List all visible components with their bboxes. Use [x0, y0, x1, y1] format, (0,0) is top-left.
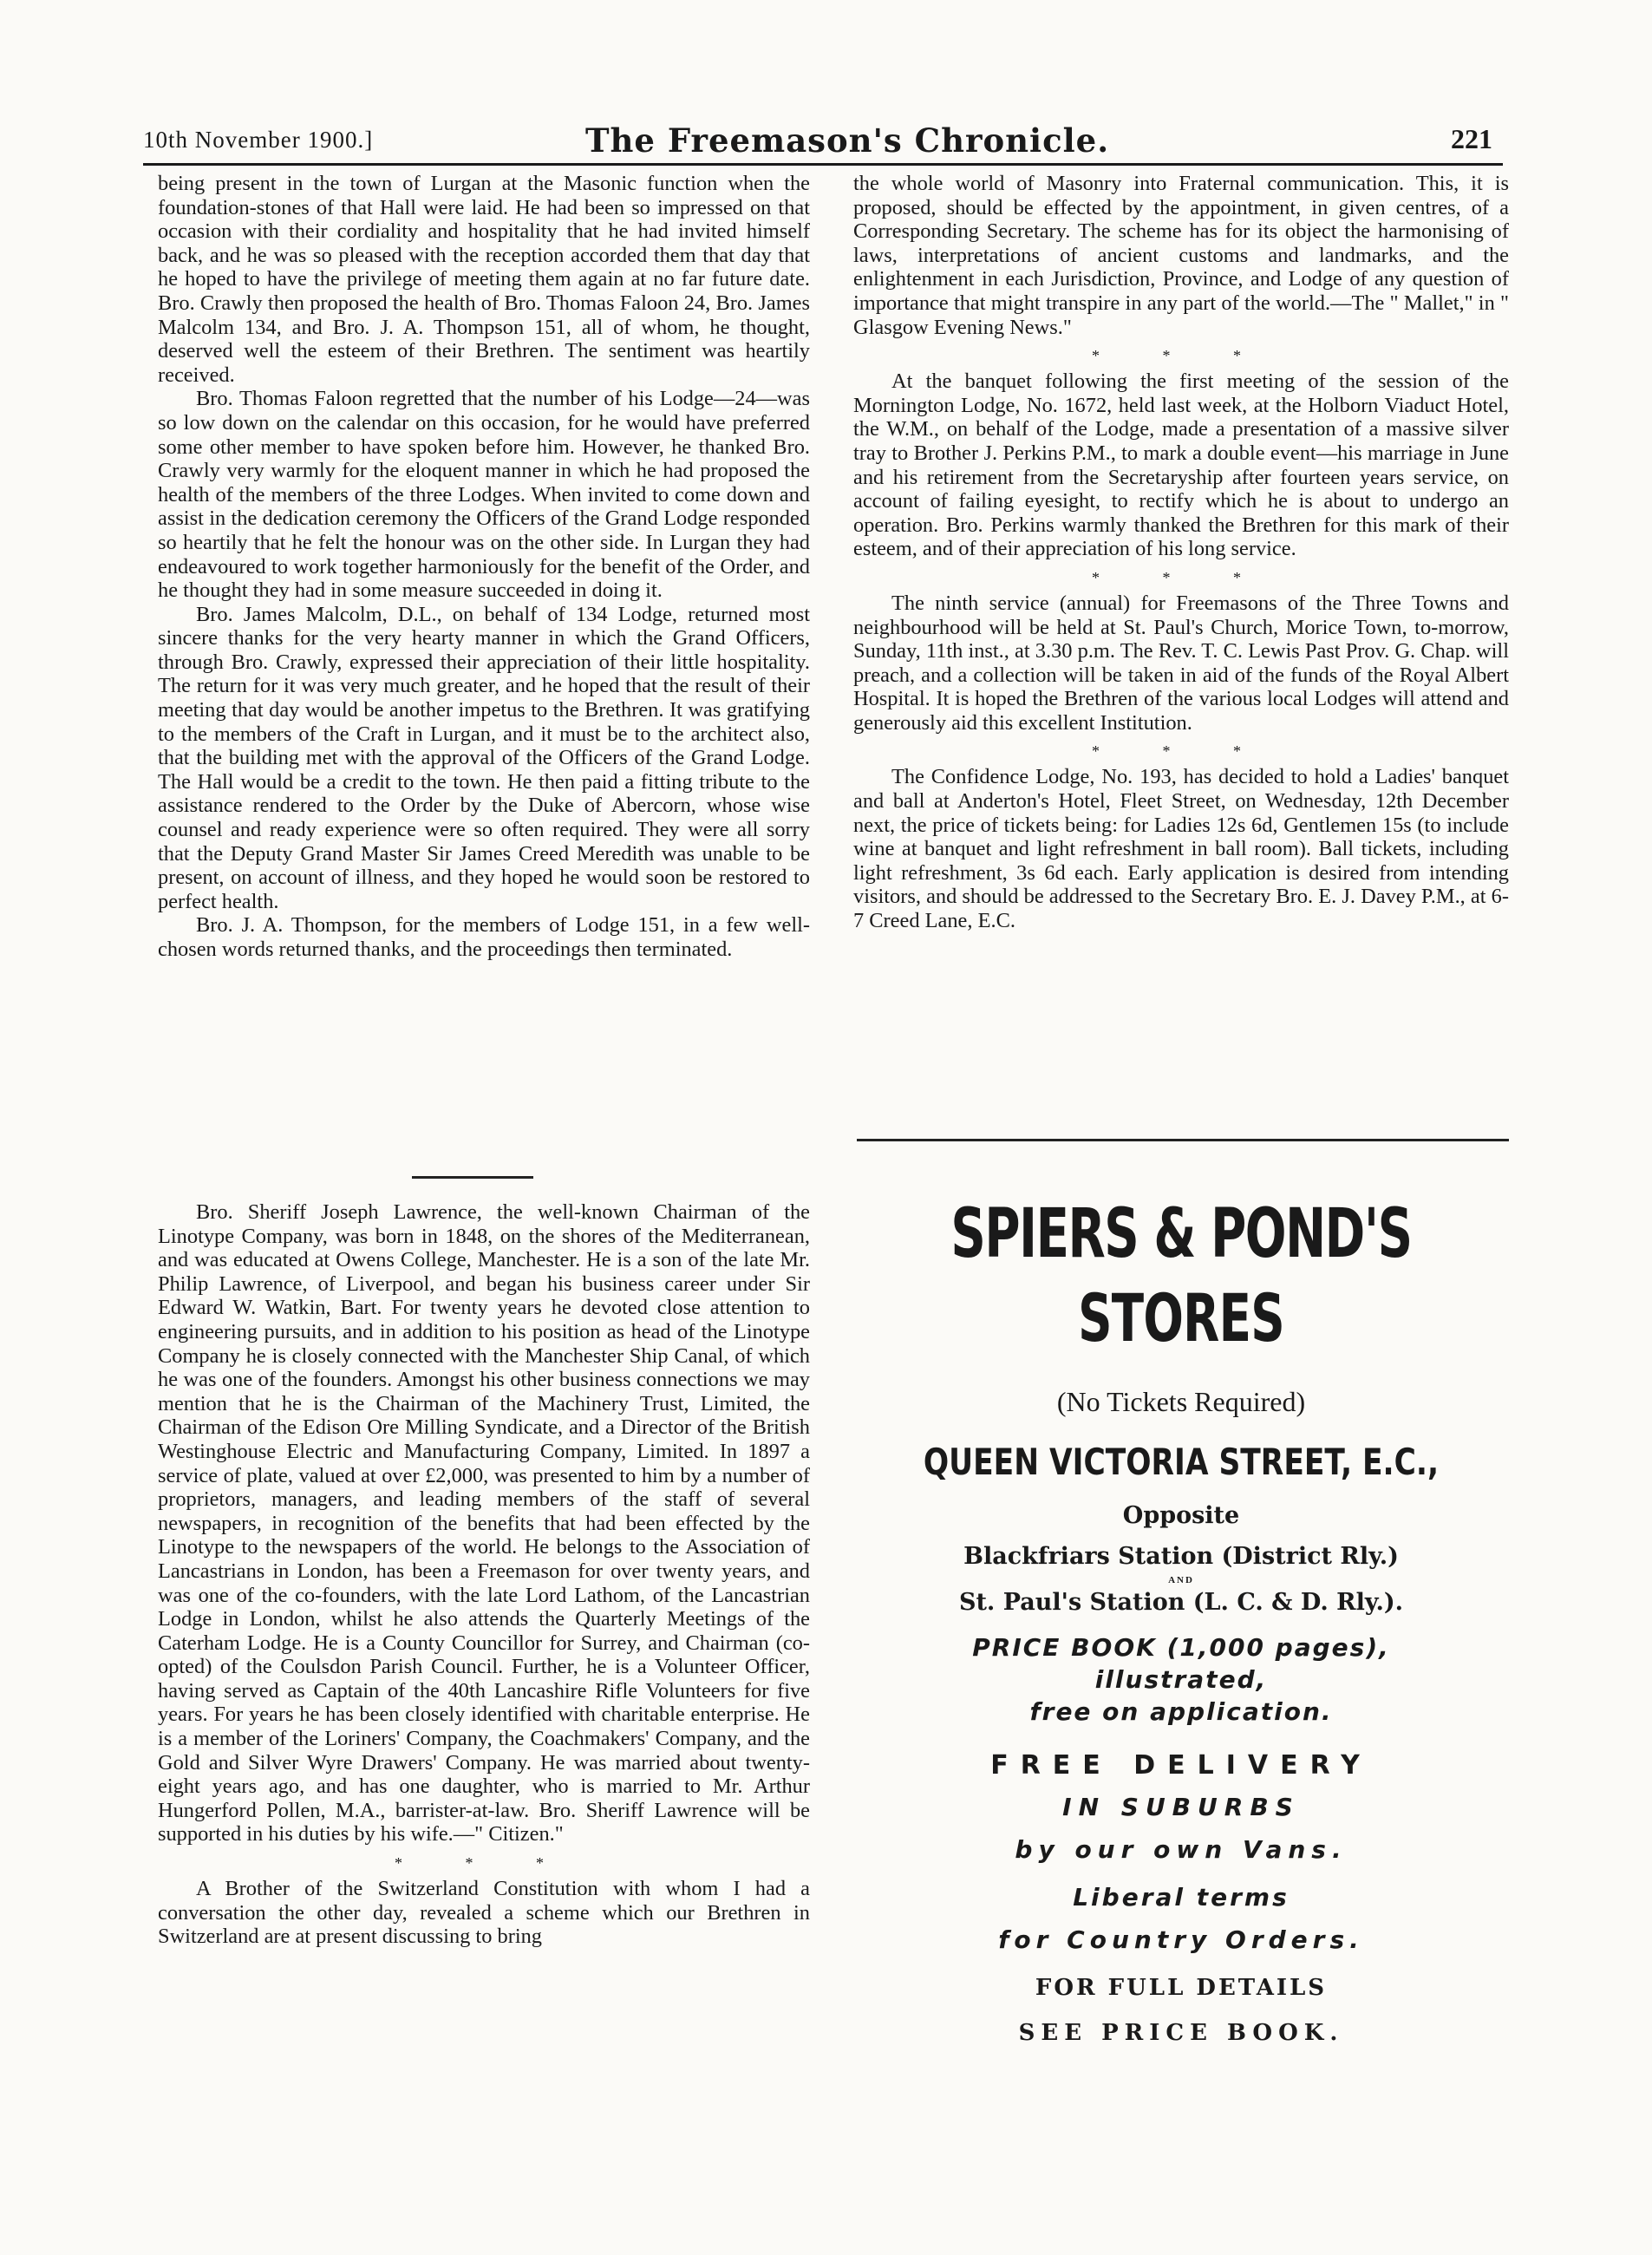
- left-column-bottom: [158, 1200, 810, 1949]
- ad-full-details: FOR FULL DETAILS: [1035, 1975, 1328, 2001]
- paragraph: Bro. Sheriff Joseph Lawrence, the well-known Chairman of the Linotype Company, was born in 1848, on the shores of the Mediterranean, and was educated at Owens College, Manchester. He is a son of the late Mr. Philip Lawrence, of Liverpool, and began his business career under Sir Edward W. Watkin, Bart. For twenty years he devoted close attention to engineering pursuits, and in addition to his position as head of the Linotype Company he is closely connected with the Manchester Ship Canal, of which he was one of the founders. Amongst his other business connections we may mention that he is the Chairman of the Machinery Trust, Limited, the Chairman of the Edison Ore Milling Syndicate, and a Director of the British Westinghouse Electric and Manufacturing Company, Limited. In 1897 a service of plate, valued at over £2,000, was presented to him by a number of proprietors, managers, and leading members of the staff of several newspapers, in recognition of the benefits that had been effected by the Linotype to the newspapers of the world. He belongs to the Association of Lancastrians in London, has been a Freemason for over twenty years, and was one of the co-founders, with the late Lord Lathom, of the Lancastrian Lodge in London, whilst he also attends the Quarterly Meetings of the Caterham Lodge. He is a County Councillor for Surrey, and Chairman (co-opted) of the Coulsdon Parish Council. Further, he is a Volunteer Officer, having served as Captain of the 40th Lancashire Rifle Volunteers for five years. For years he has been closely identified with charitable enterprise. He is a member of the Loriners' Company, the Coachmakers' Company, and the Gold and Silver Wyre Drawers' Company. He was married about twenty-eight years ago, and has one daughter, who is married to Mr. Arthur Hungerford Pollen, M.A., barrister-at-law. Bro. Sheriff Lawrence will be supported in his duties by his wife.—" Citizen.": [158, 1200, 810, 1846]
- right-column: [853, 172, 1509, 933]
- ad-free-delivery: FREE DELIVERY: [990, 1750, 1372, 1781]
- ad-station-stpauls: St. Paul's Station (L. C. & D. Rly.).: [958, 1589, 1404, 1616]
- section-stars: * * *: [395, 1854, 573, 1873]
- advertisement: [853, 1154, 1509, 2046]
- paragraph: the whole world of Masonry into Fraternal communication. This, it is proposed, should be effected by the appointment, in given centres, of a Corresponding Secretary. The scheme has for its object the harmonising of laws, interpretations of ancient customs and landmarks, and the enlightenment in each Jurisdiction, Province, and Lodge of any question of importance that might transpire in any part of the world.—The " Mallet," in " Glasgow Evening News.": [853, 172, 1509, 339]
- paragraph: The Confidence Lodge, No. 193, has decided to hold a Ladies' banquet and ball at Anderton's Hotel, Fleet Street, on Wednesday, 12th December next, the price of tickets being: for Ladies 12s 6d, Gentlemen 15s (to include wine at banquet and light refreshment in ball room). Ball tickets, including light refreshment, 3s 6d each. Early application is desired from intending visitors, and should be addressed to the Secretary Bro. E. J. Davey P.M., at 6-7 Creed Lane, E.C.: [853, 765, 1509, 933]
- header-rule: [143, 163, 1503, 166]
- paragraph: Bro. Thomas Faloon regretted that the number of his Lodge—24—was so low down on the calendar on this occasion, for he would have preferred some other member to have spoken before him. However, he thanked Bro. Crawly very warmly for the eloquent manner in which he had proposed the health of the members of the three Lodges. When invited to come down and assist in the dedication ceremony the Officers of the Grand Lodge responded so heartily that he felt the honour was on the other side. In Lurgan they had endeavoured to work together harmoniously for the benefit of the Order, and he thought they had in some measure succeeded in doing it.: [158, 387, 810, 603]
- paragraph: Bro. James Malcolm, D.L., on behalf of 134 Lodge, returned most sincere thanks for the very hearty manner in which the Grand Officers, through Bro. Crawly, expressed their appreciation of their little hospitality. The return for it was very much greater, and he hoped that the result of their meeting that day would be another impetus to the Brethren. It was gratifying to the members of the Craft in Lurgan, and it must be to the architect also, that the building met with the approval of the Officers of the Grand Lodge. The Hall would be a credit to the town. He then paid a fitting tribute to the assistance rendered to the Order by the Duke of Abercorn, whose wise counsel and ready experience were so often required. They were all sorry that the Deputy Grand Master Sir James Creed Meredith was unable to be present, on account of illness, and they hoped he would soon be restored to perfect health.: [158, 602, 810, 913]
- ad-see-price-book: SEE PRICE BOOK.: [1018, 2020, 1344, 2046]
- ad-tickets: (No Tickets Required): [1056, 1386, 1306, 1417]
- section-stars: * * *: [1092, 568, 1270, 586]
- section-stars: * * *: [1092, 742, 1270, 761]
- page-number: 221: [1451, 123, 1492, 154]
- ad-stores: STORES: [1078, 1279, 1284, 1356]
- ad-brand: SPIERS & POND'S: [950, 1195, 1412, 1273]
- ad-opposite: Opposite: [1122, 1502, 1240, 1529]
- paragraph: A Brother of the Switzerland Constitution with whom I had a conversation the other day, revealed a scheme which our Brethren in Switzerland are at present discussing to bring: [158, 1877, 810, 1949]
- advert-divider: [857, 1139, 1509, 1141]
- ad-price-book: PRICE BOOK (1,000 pages),: [972, 1633, 1390, 1662]
- ad-suburbs: IN SUBURBS: [1062, 1793, 1300, 1821]
- paragraph: The ninth service (annual) for Freemasons of the Three Towns and neighbourhood will be held at St. Paul's Church, Morice Town, to-morrow, Sunday, 11th inst., at 3.30 p.m. The Rev. T. C. Lewis Past Prov. G. Chap. will preach, and a collection will be taken in aid of the funds of the Royal Albert Hospital. It is hoped the Brethren of the various local Lodges will attend and generously aid this excellent Institution.: [853, 591, 1509, 735]
- article-divider: [412, 1176, 533, 1179]
- ad-liberal-terms: Liberal terms: [1073, 1883, 1290, 1912]
- ad-free-application: free on application.: [1029, 1697, 1333, 1726]
- ad-and: AND: [1168, 1575, 1194, 1585]
- ad-station-blackfriars: Blackfriars Station (District Rly.): [963, 1543, 1399, 1570]
- issue-date: 10th November 1900.]: [143, 127, 374, 153]
- ad-illustrated: illustrated,: [1094, 1665, 1268, 1694]
- publication-title: The Freemason's Chronicle.: [585, 121, 1110, 160]
- ad-vans: by our own Vans.: [1015, 1835, 1348, 1864]
- left-column-top: [158, 172, 810, 962]
- paragraph: At the banquet following the first meeting of the session of the Mornington Lodge, No. 1672, held last week, at the Holborn Viaduct Hotel, the W.M., on behalf of the Lodge, made a presentation of a massive silver tray to Brother J. Perkins P.M., to mark a double event—his marriage in June and his retirement from the Secretaryship after fourteen years service, on account of failing eyesight, to rectify which he is about to undergo an operation. Bro. Perkins warmly thanked the Brethren for this mark of their esteem, and of their appreciation of his long service.: [853, 369, 1509, 561]
- ad-country-orders: for Country Orders.: [998, 1925, 1364, 1954]
- page-header: [143, 123, 1505, 167]
- paragraph: Bro. J. A. Thompson, for the members of Lodge 151, in a few well-chosen words returned thanks, and the proceedings then terminated.: [158, 913, 810, 961]
- paragraph: being present in the town of Lurgan at the Masonic function when the foundation-stones of that Hall were laid. He had been so impressed on that occasion with their cordiality and hospitality that he had invited himself back, and he was so pleased with the reception accorded them that day that he hoped to have the privilege of meeting them again at no far future date. Bro. Crawly then proposed the health of Bro. Thomas Faloon 24, Bro. James Malcolm 134, and Bro. J. A. Thompson 151, all of whom, he thought, deserved well the esteem of their Brethren. The sentiment was heartily received.: [158, 172, 810, 387]
- ad-street: QUEEN VICTORIA STREET, E.C.,: [923, 1441, 1440, 1483]
- section-stars: * * *: [1092, 347, 1270, 365]
